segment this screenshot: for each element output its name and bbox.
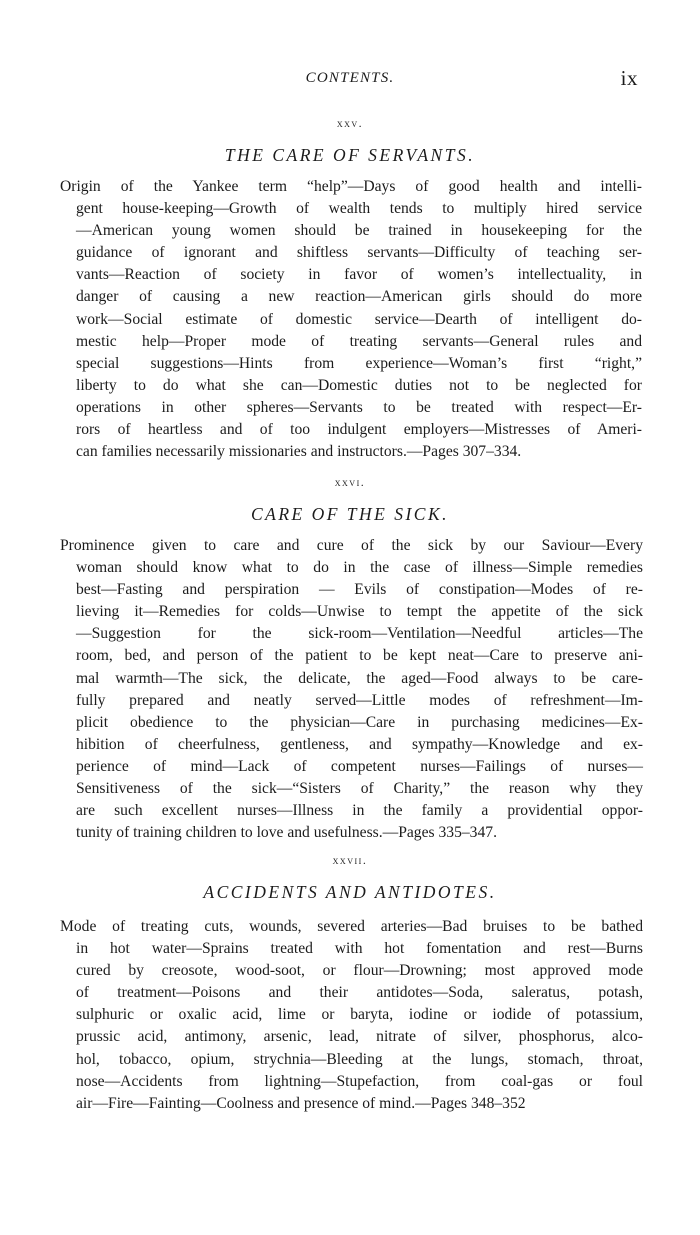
summary-line: work—Social estimate of domestic service—Dearth of intelligent do- bbox=[76, 310, 642, 328]
summary-line: tunity of training children to love and usefulness.—Pages 335–347. bbox=[76, 824, 497, 842]
summary-line: lieving it—Remedies for colds—Unwise to tempt the appetite of the sick bbox=[76, 603, 643, 621]
summary-line: special suggestions—Hints from experience—Woman’s first “right,” bbox=[76, 354, 642, 372]
page-number: ix bbox=[620, 66, 638, 90]
summary-line: best—Fasting and perspiration — Evils of constipation—Modes of re- bbox=[76, 581, 643, 599]
summary-line: room, bed, and person of the patient to be kept neat—Care to preserve ani- bbox=[76, 647, 643, 665]
summary-line: perience of mind—Lack of competent nurses—Failings of nurses— bbox=[76, 757, 643, 775]
summary-line: mestic help—Proper mode of treating servants—General rules and bbox=[76, 332, 642, 350]
chapter-title: THE CARE OF SERVANTS. bbox=[224, 145, 476, 165]
chapter-xxvi bbox=[0, 473, 700, 526]
summary-line: vants—Reaction of society in favor of women’s intellectuality, in bbox=[76, 266, 642, 284]
running-head bbox=[0, 66, 700, 90]
chapter-summary bbox=[60, 535, 643, 844]
summary-line: cured by creosote, wood-soot, or flour—Drowning; most approved mode bbox=[76, 962, 643, 980]
summary-line: prussic acid, antimony, arsenic, lead, nitrate of silver, phosphorus, alco- bbox=[76, 1028, 643, 1046]
summary-line: danger of causing a new reaction—American girls should do more bbox=[76, 288, 642, 306]
summary-line: guidance of ignorant and shiftless servants—Difficulty of teaching ser- bbox=[76, 244, 642, 262]
summary-line: mal warmth—The sick, the delicate, the aged—Food always to be care- bbox=[76, 669, 643, 687]
summary-line: plicit obedience to the physician—Care in purchasing medicines—Ex- bbox=[76, 713, 643, 731]
summary-line: liberty to do what she can—Domestic duties not to be neglected for bbox=[76, 376, 642, 394]
chapter-summary bbox=[60, 916, 643, 1115]
summary-line: nose—Accidents from lightning—Stupefaction, from coal-gas or foul bbox=[76, 1072, 643, 1090]
summary-line: Origin of the Yankee term “help”—Days of good health and intelli- bbox=[60, 178, 642, 195]
summary-line: are such excellent nurses—Illness in the family a providential oppor- bbox=[76, 802, 643, 820]
chapter-number: xxvi. bbox=[334, 475, 366, 489]
summary-line: hol, tobacco, opium, strychnia—Bleeding at the lungs, stomach, throat, bbox=[76, 1050, 643, 1068]
chapter-number: xxvii. bbox=[332, 853, 368, 867]
chapter-title: ACCIDENTS AND ANTIDOTES. bbox=[203, 882, 497, 902]
running-title: CONTENTS. bbox=[305, 70, 395, 86]
summary-line: Mode of treating cuts, wounds, severed arteries—Bad bruises to be bathed bbox=[60, 918, 643, 935]
chapter-summary bbox=[60, 176, 642, 463]
summary-line: Sensitiveness of the sick—“Sisters of Charity,” the reason why they bbox=[76, 780, 643, 798]
chapter-xxvii bbox=[0, 851, 700, 904]
summary-line: fully prepared and neatly served—Little modes of refreshment—Im- bbox=[76, 691, 643, 709]
chapter-xxv bbox=[0, 114, 700, 167]
summary-line: air—Fire—Fainting—Coolness and presence of mind.—Pages 348–352 bbox=[76, 1094, 526, 1112]
summary-line: hibition of cheerfulness, gentleness, and sympathy—Knowledge and ex- bbox=[76, 735, 643, 753]
summary-line: —Suggestion for the sick-room—Ventilation—Needful articles—The bbox=[76, 625, 643, 643]
summary-line: can families necessarily missionaries and instructors.—Pages 307–334. bbox=[76, 443, 522, 461]
summary-line: Prominence given to care and cure of the sick by our Saviour—Every bbox=[60, 537, 643, 554]
summary-line: rors of heartless and of too indulgent employers—Mistresses of Ameri- bbox=[76, 421, 642, 439]
chapter-number: xxv. bbox=[336, 116, 364, 130]
summary-line: in hot water—Sprains treated with hot fomentation and rest—Burns bbox=[76, 940, 643, 958]
chapter-title: CARE OF THE SICK. bbox=[250, 504, 450, 524]
summary-line: gent house-keeping—Growth of wealth tends to multiply hired service bbox=[76, 200, 642, 218]
summary-line: of treatment—Poisons and their antidotes—Soda, saleratus, potash, bbox=[76, 984, 643, 1002]
summary-line: operations in other spheres—Servants to be treated with respect—Er- bbox=[76, 398, 642, 416]
summary-line: sulphuric or oxalic acid, lime or baryta, iodine or iodide of potassium, bbox=[76, 1006, 643, 1024]
summary-line: woman should know what to do in the case of illness—Simple remedies bbox=[76, 559, 643, 577]
summary-line: —American young women should be trained in housekeeping for the bbox=[76, 222, 642, 240]
